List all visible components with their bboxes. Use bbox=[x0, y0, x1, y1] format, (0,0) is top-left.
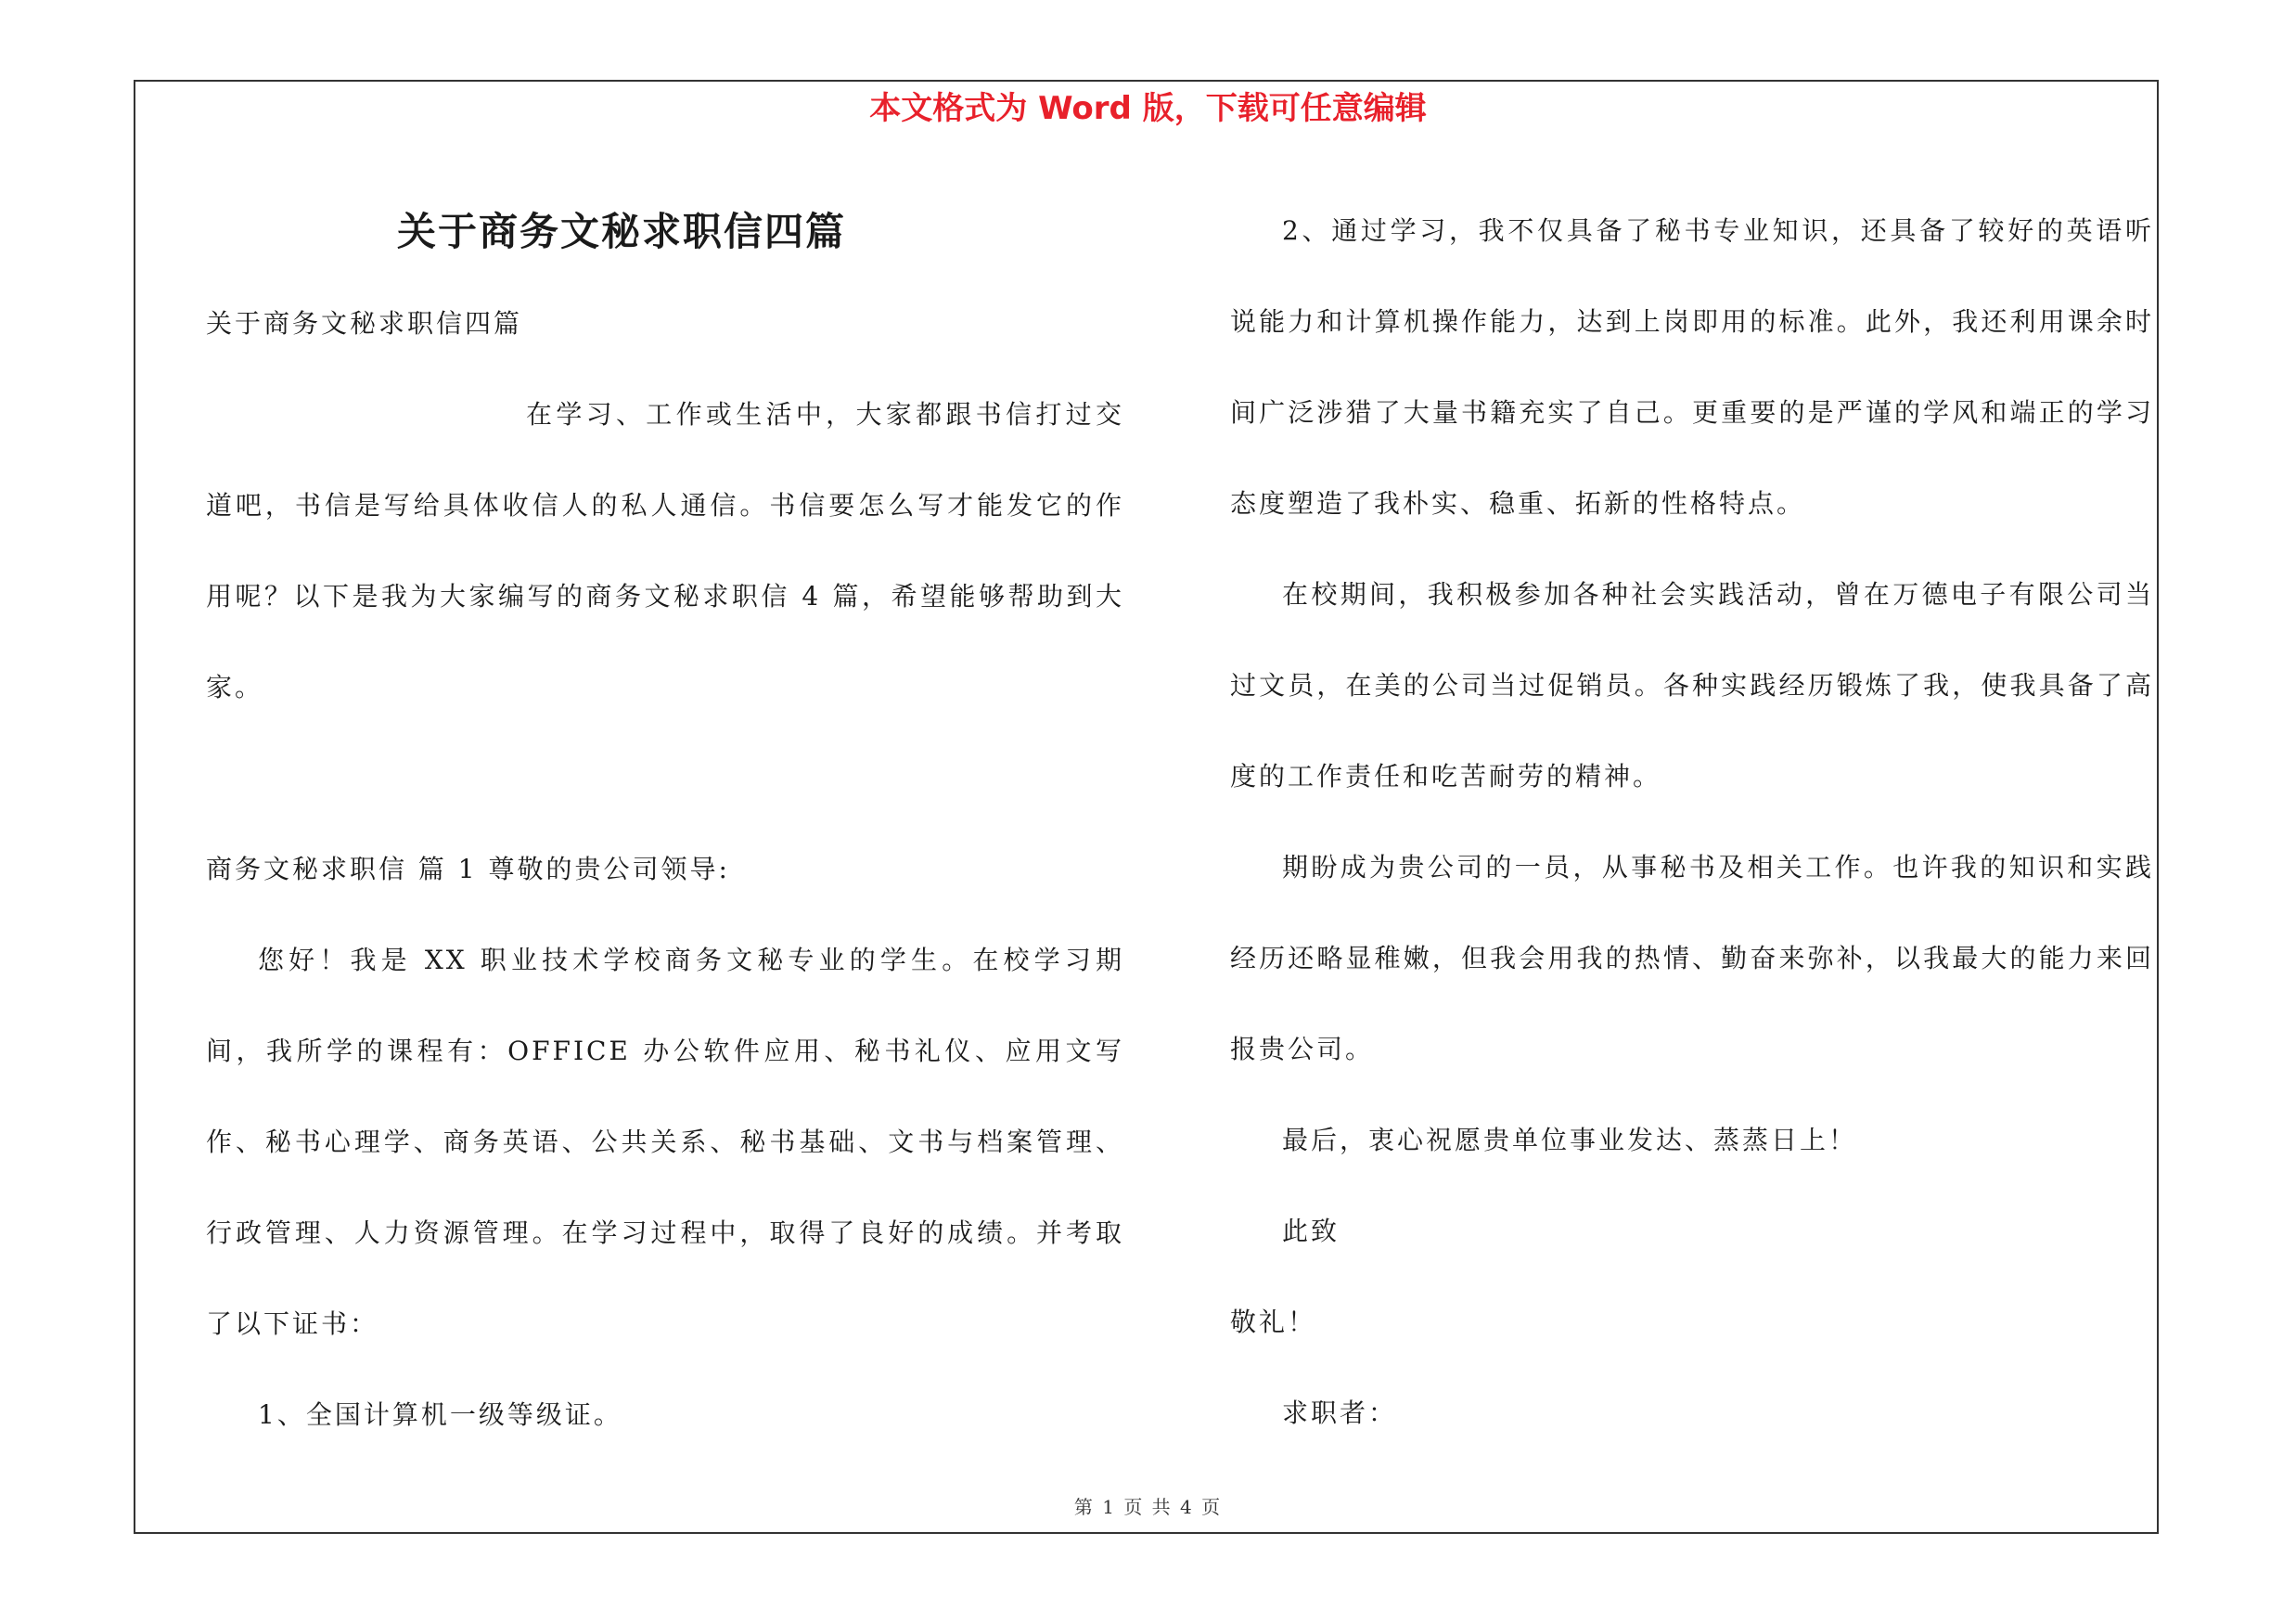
certificate-item-2: 2、通过学习，我不仅具备了秘书专业知识，还具备了较好的英语听说能力和计算机操作能力，达到上岗即用的标准。此外，我还利用课余时间广泛涉猎了大量书籍充实了自己。更重要的是严谨的学风和端正的学习态度塑造了我朴实、稳重、拓新的性格特点。 bbox=[1230, 215, 2154, 519]
salutation-line-2: 敬礼！ bbox=[1230, 1307, 1317, 1337]
page-number-footer: 第 1 页 共 4 页 bbox=[1073, 1496, 1223, 1518]
section-heading: 商务文秘求职信 篇 1 尊敬的贵公司领导: bbox=[206, 854, 730, 884]
salutation-line-1: 此致 bbox=[1282, 1216, 1340, 1246]
intro-paragraph: 在学习、工作或生活中，大家都跟书信打过交道吧，书信是写给具体收信人的私人通信。书信要怎么写才能发它的作用呢？以下是我为大家编写的商务文秘求职信 4 篇，希望能够帮助到大家。 bbox=[206, 399, 1124, 702]
blank-line bbox=[206, 733, 1124, 824]
left-column bbox=[206, 186, 1124, 1461]
certificate-item-1: 1、全国计算机一级等级证。 bbox=[258, 1399, 622, 1430]
format-banner: 本文格式为 Word 版，下载可任意编辑 bbox=[869, 90, 1427, 127]
right-column bbox=[1230, 186, 2154, 1459]
signature-line: 求职者： bbox=[1282, 1398, 1398, 1428]
body-paragraph-2: 在校期间，我积极参加各种社会实践活动，曾在万德电子有限公司当过文员，在美的公司当过促销员。各种实践经历锻炼了我，使我具备了高度的工作责任和吃苦耐劳的精神。 bbox=[1230, 579, 2154, 792]
subtitle: 关于商务文秘求职信四篇 bbox=[206, 308, 523, 339]
body-paragraph-3: 期盼成为贵公司的一员，从事秘书及相关工作。也许我的知识和实践经历还略显稚嫩，但我会用我的热情、勤奋来弥补，以我最大的能力来回报贵公司。 bbox=[1230, 852, 2154, 1064]
closing-wish: 最后，衷心祝愿贵单位事业发达、蒸蒸日上！ bbox=[1282, 1125, 1858, 1155]
document-title: 关于商务文秘求职信四篇 bbox=[397, 209, 847, 254]
body-paragraph-1: 您好！我是 XX 职业技术学校商务文秘专业的学生。在校学习期间，我所学的课程有：OFFICE 办公软件应用、秘书礼仪、应用文写作、秘书心理学、商务英语、公共关系、秘书基础、文书与档案管理、行政管理、人力资源管理。在学习过程中，取得了良好的成绩。并考取了以下证书： bbox=[206, 945, 1124, 1339]
